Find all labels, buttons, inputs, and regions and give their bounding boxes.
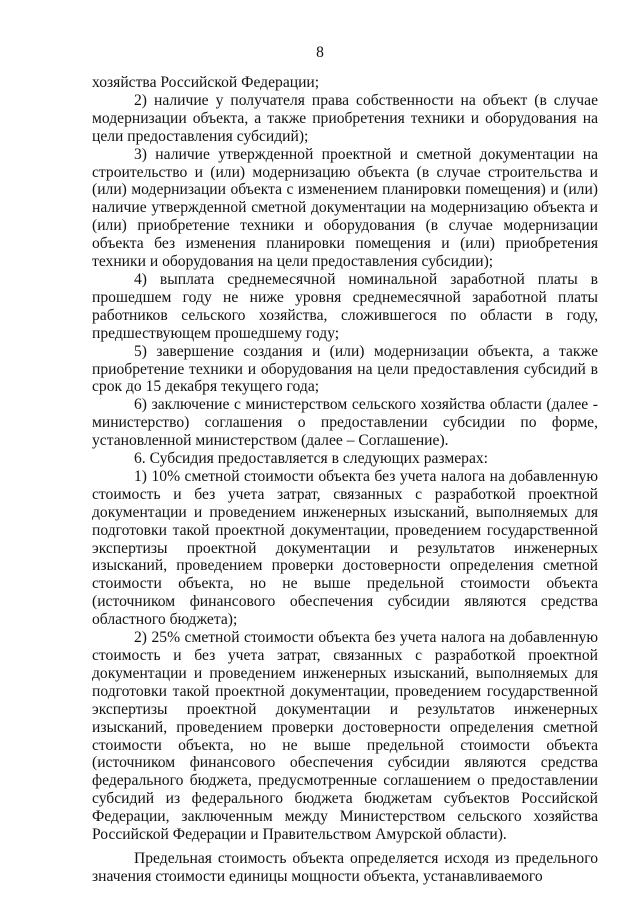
condition-item-5: 5) завершение создания и (или) модернизации объекта, а также приобретение техники и оборудования на цели предоставления субсидий в срок до 15 декабря текущего года; [92, 342, 598, 396]
limit-cost-paragraph: Предельная стоимость объекта определяется исходя из предельного значения стоимости единицы мощности объекта, устанавливаемого [92, 849, 598, 885]
condition-item-2: 2) наличие у получателя права собственности на объект (в случае модернизации объекта, а также приобретения техники и оборудования на цели предоставления субсидий); [92, 91, 598, 145]
condition-item-4: 4) выплата среднемесячной номинальной заработной платы в прошедшем году не ниже уровня среднемесячной заработной платы работников сельского хозяйства, сложившегося по области в году, предшествующем прошедшему году; [92, 270, 598, 342]
subsidy-size-item-2: 2) 25% сметной стоимости объекта без учета налога на добавленную стоимость и без учета затрат, связанных с разработкой проектной документации и проведением инженерных изысканий, выполняемых для подготовки такой проектной документации, проведением государственной экспертизы проектной документации и результатов инженерных изысканий, проведением проверки достоверности определения сметной стоимости объекта, но не выше предельной стоимости объекта (источником финансового обеспечения субсидии являются средства федерального бюджета, предусмотренные соглашением о предоставлении субсидий из федерального бюджета бюджетам субъектов Российской Федерации, заключенным между Министерством сельского хозяйства Российской Федерации и Правительством Амурской области). [92, 629, 598, 844]
page-number: 8 [316, 44, 324, 61]
document-body [92, 74, 598, 886]
section-6-heading: 6. Субсидия предоставляется в следующих размерах: [134, 450, 489, 468]
condition-item-6: 6) заключение с министерством сельского хозяйства области (далее - министерство) соглашения о предоставлении субсидии по форме, установленной министерством (далее – Соглашение). [92, 396, 598, 450]
subsidy-size-item-1: 1) 10% сметной стоимости объекта без учета налога на добавленную стоимость и без учета затрат, связанных с разработкой проектной документации и проведением инженерных изысканий, выполняемых для подготовки такой проектной документации, проведением государственной экспертизы проектной документации и результатов инженерных изысканий, проведением проверки достоверности определения сметной стоимости объекта, но не выше предельной стоимости объекта (источником финансового обеспечения субсидии являются средства областного бюджета); [92, 467, 598, 629]
condition-item-3: 3) наличие утвержденной проектной и сметной документации на строительство и (или) модернизацию объекта (в случае строительства и (или) модернизации объекта с изменением планировки помещения) и (или) наличие утвержденной сметной документации на модернизацию объекта и (или) приобретение техники и оборудования (в случае модернизации объекта без изменения планировки помещения и (или) приобретения техники и оборудования на цели предоставления субсидии); [92, 145, 598, 271]
paragraph-continuation: хозяйства Российской Федерации; [92, 74, 320, 91]
